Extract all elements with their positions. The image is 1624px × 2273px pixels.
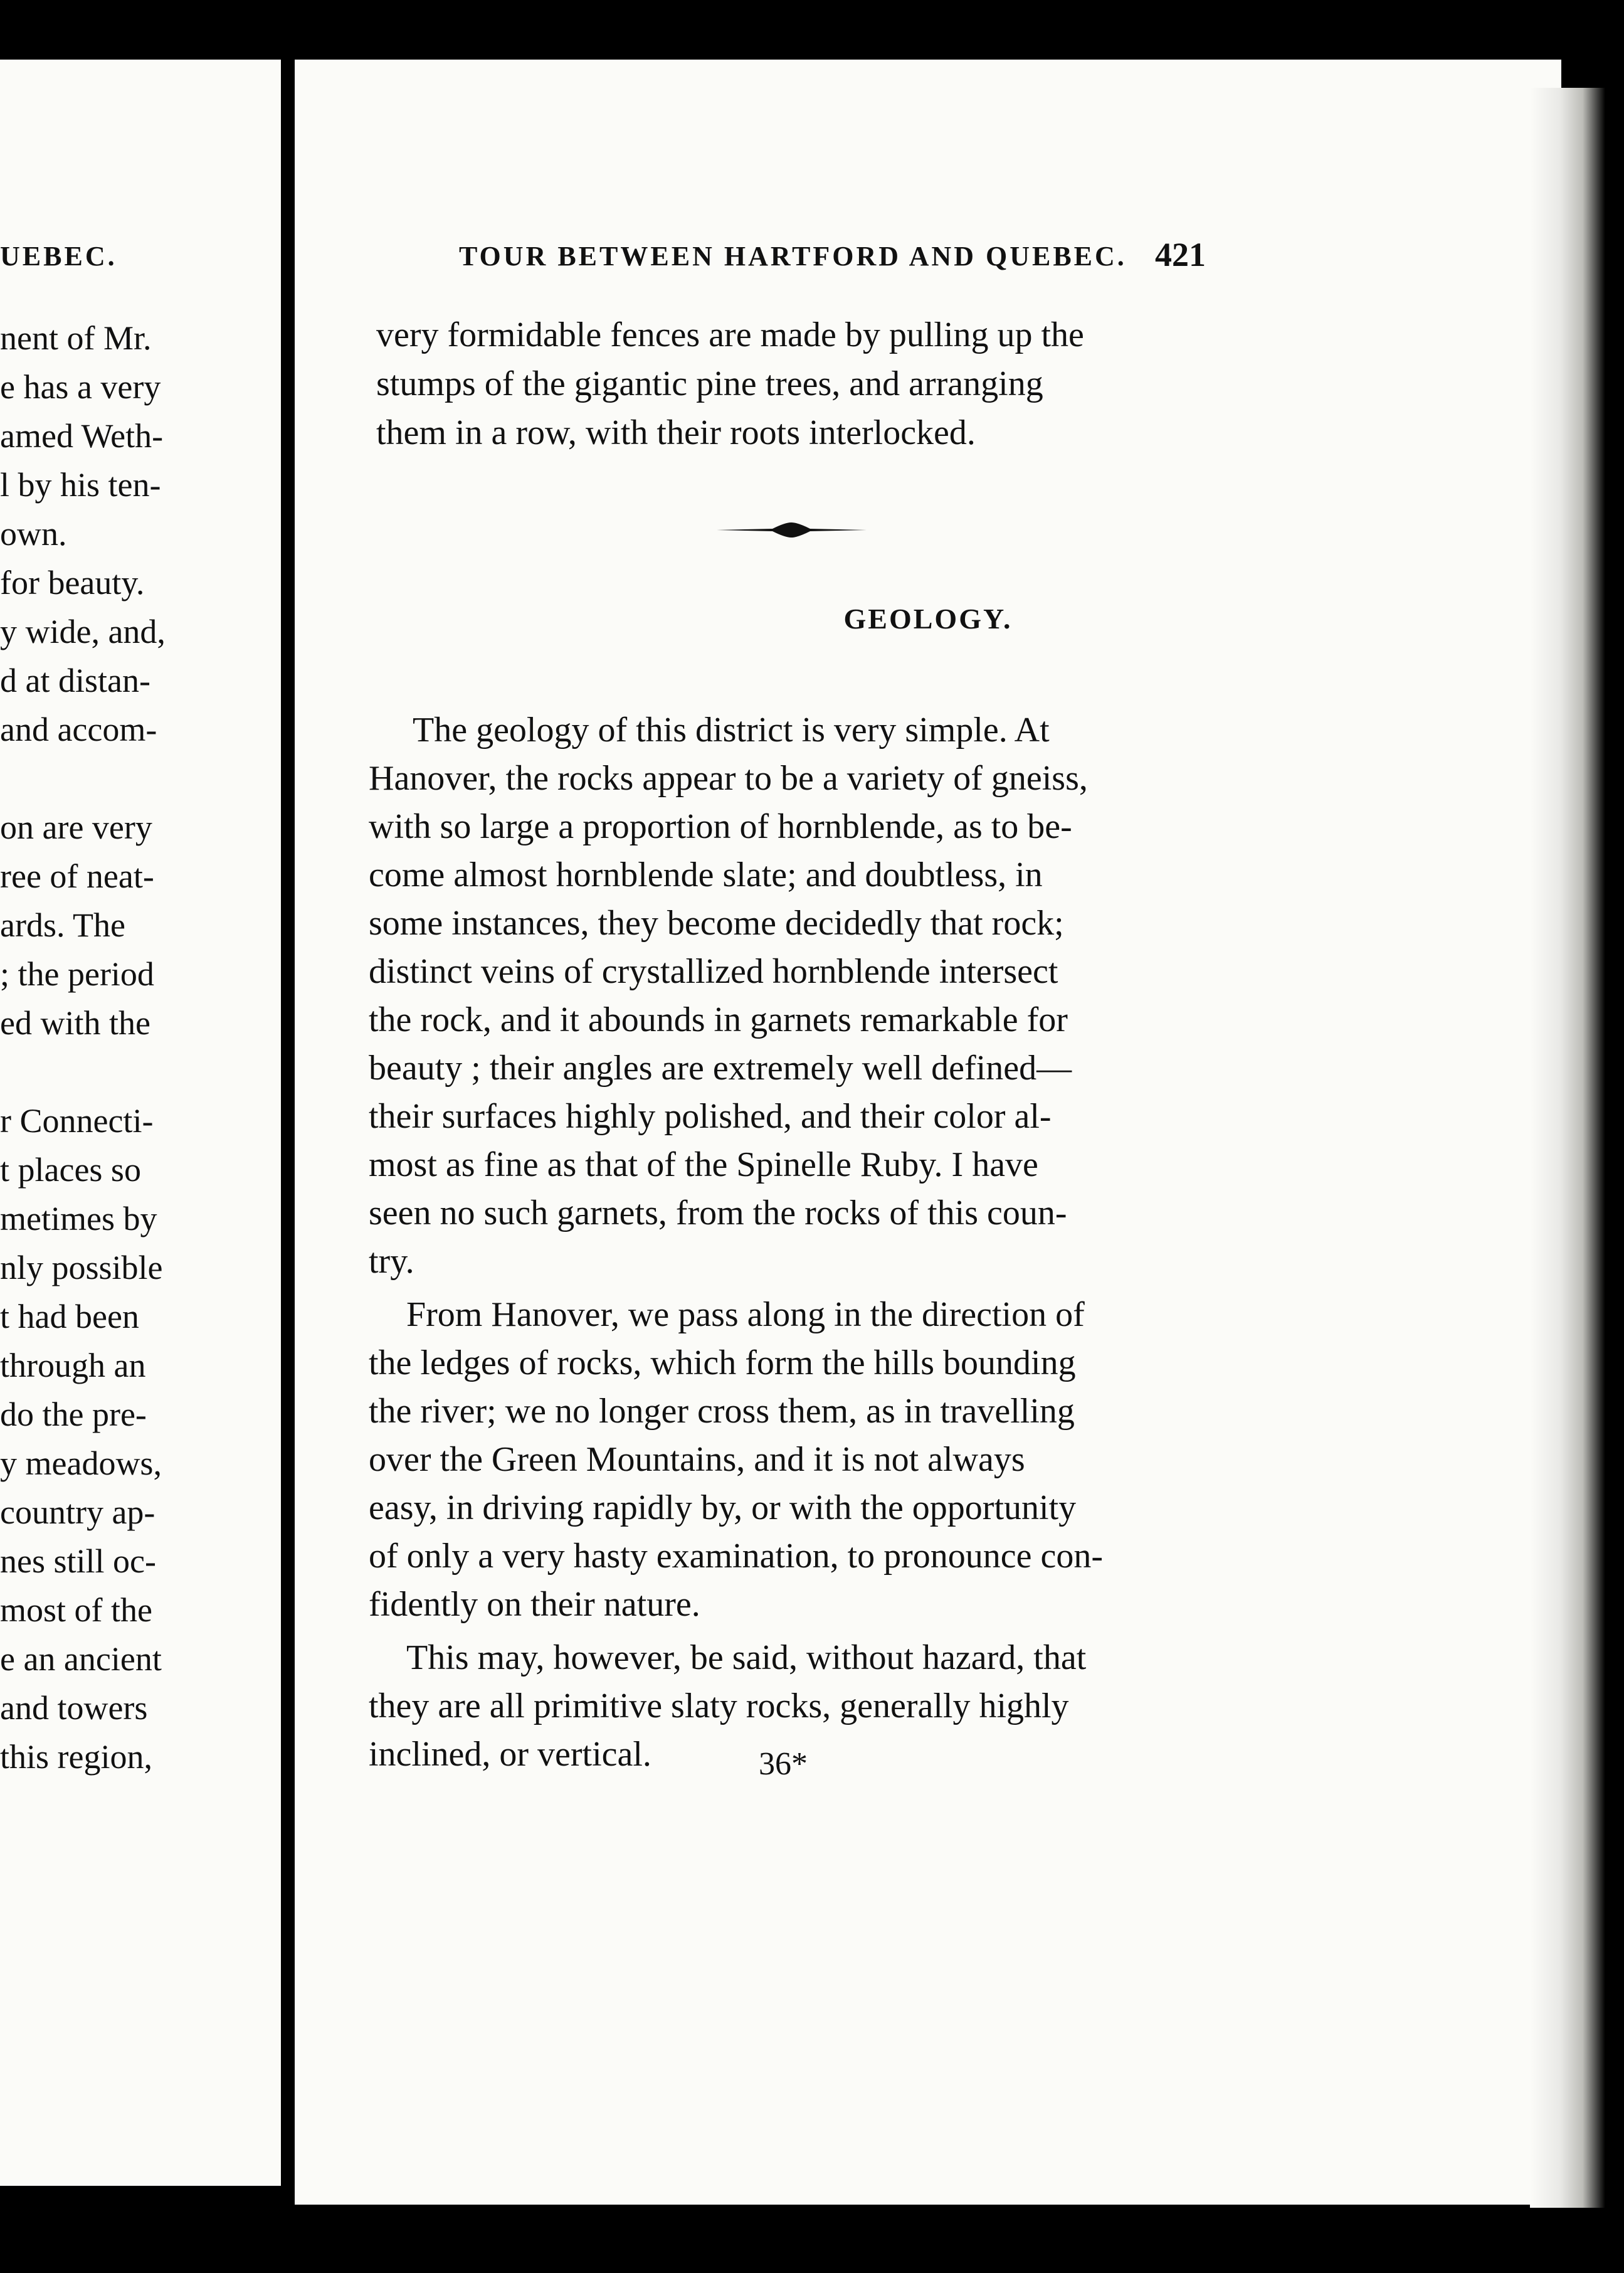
text-line: e an ancient — [0, 1640, 162, 1678]
text-line: stumps of the gigantic pine trees, and arranging — [376, 364, 1043, 403]
text-line: them in a row, with their roots interlocked. — [376, 413, 976, 452]
text-line: d at distan- — [0, 662, 150, 699]
text-line: This may, however, be said, without hazard, that — [406, 1638, 1087, 1677]
text-line: the rock, and it abounds in garnets remarkable for — [369, 1000, 1068, 1039]
text-line: most of the — [0, 1591, 152, 1629]
text-line: l by his ten- — [0, 466, 161, 504]
signature-mark: 36* — [759, 1746, 808, 1782]
text-line: nes still oc- — [0, 1542, 156, 1580]
left-running-head: UEBEC. — [0, 241, 117, 272]
text-line: ards. The — [0, 906, 125, 944]
text-line: amed Weth- — [0, 417, 164, 455]
text-line: the ledges of rocks, which form the hills bounding — [369, 1343, 1076, 1382]
text-line: most as fine as that of the Spinelle Ruby. I have — [369, 1145, 1038, 1184]
text-line: t had been — [0, 1298, 139, 1335]
text-line: easy, in driving rapidly by, or with the opportunity — [369, 1488, 1077, 1527]
text-line: the river; we no longer cross them, as in travelling — [369, 1392, 1075, 1431]
text-line: seen no such garnets, from the rocks of this coun- — [369, 1194, 1067, 1232]
text-line: their surfaces highly polished, and their color al- — [369, 1097, 1052, 1136]
text-line: metimes by — [0, 1200, 157, 1237]
text-line: come almost hornblende slate; and doubtless, in — [369, 856, 1043, 894]
gutter — [281, 60, 295, 2186]
text-line: and towers — [0, 1689, 148, 1727]
text-line: over the Green Mountains, and it is not always — [369, 1440, 1025, 1479]
text-line: inclined, or vertical. — [369, 1735, 651, 1774]
text-line: Hanover, the rocks appear to be a variety of gneiss, — [369, 759, 1088, 798]
text-line: country ap- — [0, 1493, 156, 1531]
text-line: and accom- — [0, 711, 157, 748]
text-line: with so large a proportion of hornblende, as to be- — [369, 807, 1072, 846]
right-page — [295, 60, 1561, 2205]
text-line: some instances, they become decidedly that rock; — [369, 904, 1064, 943]
page-number: 421 — [1155, 236, 1206, 273]
text-line: do the pre- — [0, 1396, 147, 1433]
section-heading: GEOLOGY. — [843, 603, 1013, 635]
text-line: of only a very hasty examination, to pronounce con- — [369, 1537, 1103, 1576]
text-line: ed with the — [0, 1004, 150, 1042]
running-head: TOUR BETWEEN HARTFORD AND QUEBEC. — [459, 241, 1127, 272]
text-line: e has a very — [0, 368, 161, 406]
text-line: The geology of this district is very simple. At — [413, 711, 1050, 750]
text-line: own. — [0, 515, 67, 553]
text-line: distinct veins of crystallized hornblende intersect — [369, 952, 1058, 991]
text-line: y wide, and, — [0, 613, 166, 650]
text-line: beauty ; their angles are extremely well defined— — [369, 1049, 1072, 1088]
text-line: this region, — [0, 1738, 152, 1776]
text-line: very formidable fences are made by pulling up the — [376, 315, 1084, 354]
ornament-rule — [716, 517, 867, 543]
left-page — [0, 60, 281, 2186]
text-line: From Hanover, we pass along in the direction of — [406, 1295, 1085, 1334]
text-line: they are all primitive slaty rocks, generally highly — [369, 1687, 1069, 1725]
text-line: on are very — [0, 808, 152, 846]
text-line: nent of Mr. — [0, 319, 152, 357]
text-line: y meadows, — [0, 1444, 162, 1482]
text-line: ; the period — [0, 955, 154, 993]
text-line: fidently on their nature. — [369, 1585, 700, 1624]
page-edge — [1530, 88, 1605, 2208]
text-line: ree of neat- — [0, 857, 154, 895]
text-line: t places so — [0, 1151, 141, 1189]
text-line: r Connecti- — [0, 1102, 154, 1140]
text-line: nly possible — [0, 1249, 163, 1286]
text-line: for beauty. — [0, 564, 145, 601]
text-line: through an — [0, 1347, 146, 1384]
text-line: try. — [369, 1242, 414, 1281]
